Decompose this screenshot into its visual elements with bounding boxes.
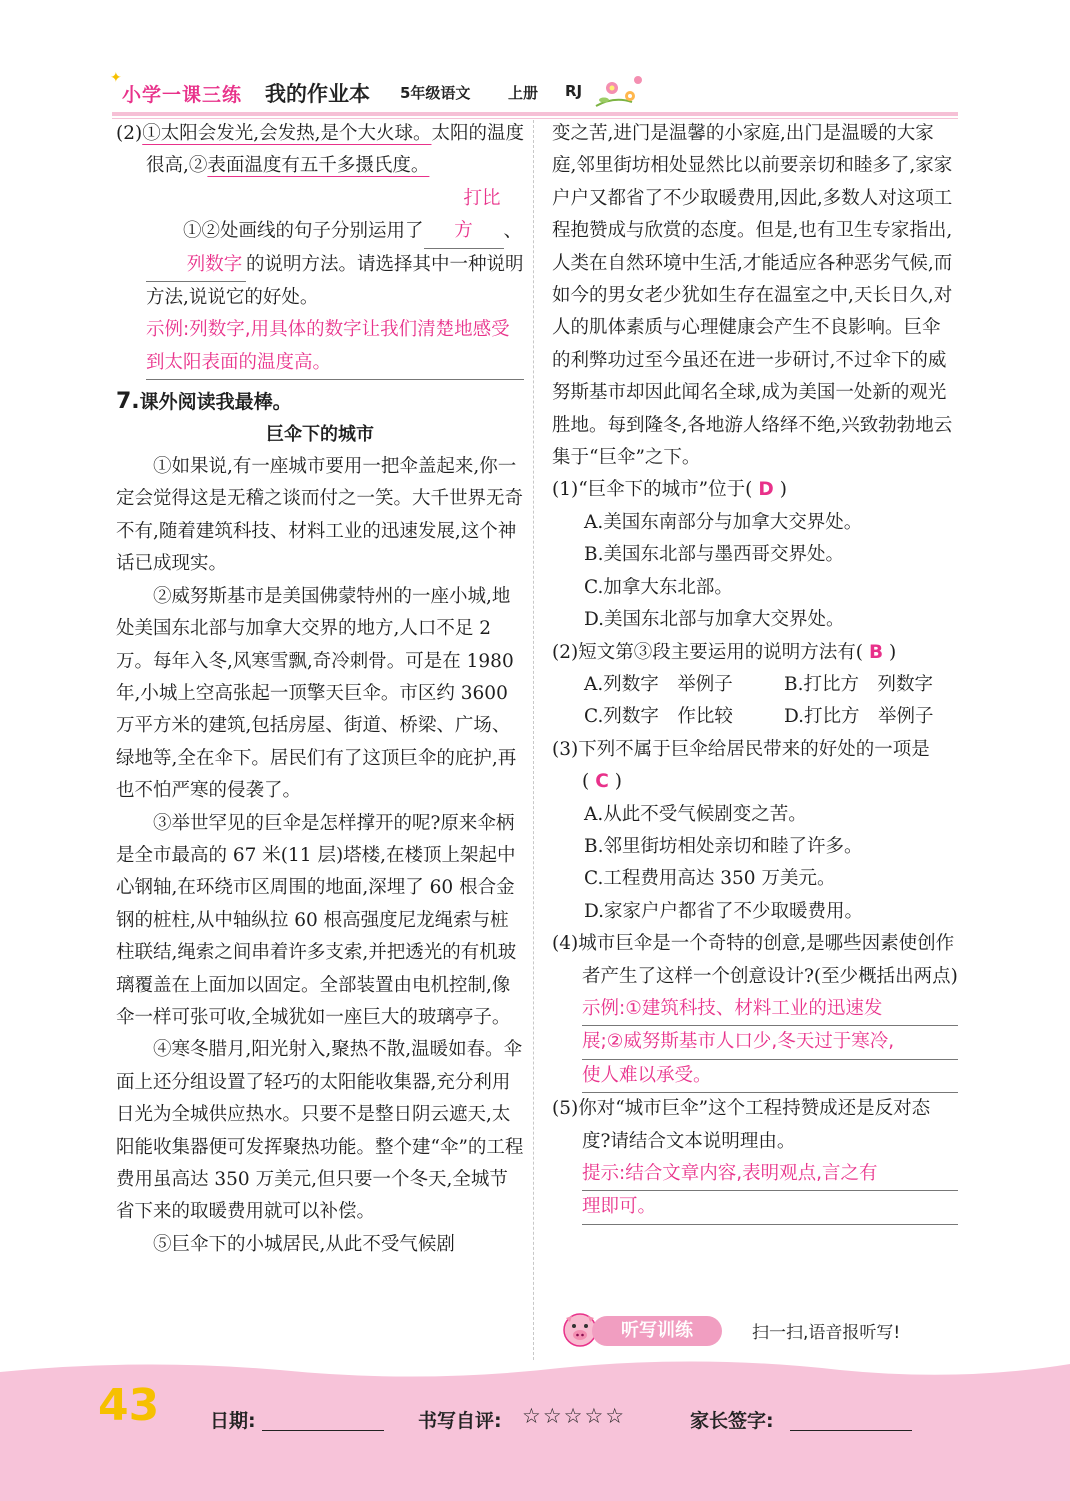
q3-option-b: B.邻里街坊相处亲切和睦了许多。: [584, 835, 863, 857]
page-header: [0, 0, 1070, 130]
edition-label: RJ: [565, 82, 583, 100]
underlined-sentence-1: ①太阳会发光,会发热,是个大火球。: [142, 123, 432, 144]
header-rule: [112, 112, 958, 116]
question-4: (4)城市巨伞是一个奇特的创意,是哪些因素使创作者产生了这样一个创意设计?(至少概括出两点): [552, 933, 958, 987]
q7-heading: [116, 386, 524, 418]
q2-option-c: C.列数字 作比较: [584, 706, 733, 728]
volume-label: 上册: [508, 84, 539, 102]
q5-answer-line-1: 提示:结合文章内容,表明观点,言之有: [582, 1158, 958, 1191]
q1-option-b: B.美国东北部与墨西哥交界处。: [584, 544, 844, 566]
date-label: 日期:: [210, 1410, 256, 1432]
brand-logo: [110, 70, 243, 107]
q3-stem: (3)下列不属于巨伞给居民带来的好处的一项是(: [552, 738, 930, 793]
page-number: 43: [98, 1380, 160, 1431]
question-1: [552, 474, 958, 506]
q1-stem-end: ): [779, 479, 787, 501]
q7-heading-text: 课外阅读我最棒。: [139, 391, 292, 414]
self-eval-label: 书写自评:: [418, 1410, 502, 1432]
parent-sign-field[interactable]: [790, 1430, 912, 1431]
q1-option-a: A.美国东南部分与加拿大交界处。: [584, 511, 863, 533]
q2-option-d: D.打比方 举例子: [784, 706, 934, 728]
page-footer: [0, 1350, 1070, 1501]
q5-answer-block: [552, 1158, 958, 1225]
q2-answer: B: [868, 641, 884, 663]
star-icon: ✦: [110, 70, 123, 86]
q1-stem: (1)“巨伞下的城市”位于(: [552, 479, 753, 501]
q6-2-prompt-1: ①②处画线的句子分别运用了: [183, 220, 424, 242]
grade-label: 5年级语文: [400, 84, 471, 102]
q6-2-sentence: (2)①太阳会发光,会发热,是个大火球。太阳的温度很高,②表面温度有五千多摄氏度。: [116, 123, 524, 177]
article-paragraph-3: ③举世罕见的巨伞是怎样撑开的呢?原来伞柄是全市最高的 67 米(11 层)塔楼,在楼顶上架起中心钢轴,在环绕市区周围的地面,深埋了 60 根合金钢的桩柱,从中轴纵拉 60 根高强度尼龙绳索与桩柱联结,绳索之间串着许多支索,并把透光的有机玻璃覆盖在上面加以固定。全部装置由电机控制,像伞一样可张可收,全城犹如一座巨大的玻璃亭子。: [116, 812, 517, 1028]
date-field[interactable]: [262, 1430, 384, 1431]
q6-2-sep: 、: [503, 220, 523, 242]
q1-answer: D: [758, 479, 774, 501]
question-3: [552, 734, 958, 799]
q3-option-d: D.家家户户都省了不少取暖费用。: [584, 900, 864, 922]
article-paragraph-5-start: ⑤巨伞下的小城居民,从此不受气候剧: [153, 1233, 455, 1255]
book-title: 我的作业本: [265, 82, 370, 106]
q5-answer-line-2: 理即可。: [582, 1191, 958, 1224]
q7-number: 7.: [116, 389, 140, 415]
q4-answer-block: [552, 993, 958, 1093]
q4-answer-line-2: 展;②威努斯基市人口少,冬天过于寒冷,: [582, 1026, 958, 1059]
dictation-badge[interactable]: 听写训练: [592, 1316, 722, 1346]
article-paragraph-5-continued: 变之苦,进门是温馨的小家庭,出门是温暖的大家庭,邻里街坊相处显然比以前要亲切和睦多了,家家户户又都省了不少取暖费用,因此,多数人对这项工程抱赞成与欣赏的态度。但是,也有卫生专家指出,人类在自然环境中生活,才能适应各种恶劣气候,而如今的男女老少犹如生存在温室之中,天长日久,对人的肌体素质与心理健康会产生不良影响。巨伞的利弊功过至今虽还在进一步研讨,不过伞下的威努斯基市却因此闻名全球,成为美国一处新的观光胜地。每到隆冬,各地游人络绎不绝,兴致勃勃地云集于“巨伞”之下。: [552, 123, 953, 469]
q6-2-prompt-2: 的说明方法。请选择其中一种说明方法,说说它的好处。: [146, 253, 524, 309]
q2-stem: (2)短文第③段主要运用的说明方法有(: [552, 641, 863, 663]
question-5: (5)你对“城市巨伞”这个工程持赞成还是反对态度?请结合文本说明理由。: [552, 1098, 931, 1152]
q6-2-prompt: [116, 183, 524, 315]
q1-option-d: D.美国东北部与加拿大交界处。: [584, 609, 845, 631]
flowers-icon: [592, 66, 652, 112]
left-column: [116, 118, 524, 1261]
right-column: [552, 118, 958, 1225]
q2-stem-end: ): [889, 641, 897, 663]
q2-option-a: A.列数字 举例子: [584, 673, 733, 695]
article-paragraph-2: ②威努斯基市是美国佛蒙特州的一座小城,地处美国东北部与加拿大交界的地方,人口不足 2 万。每年入冬,风寒雪飘,奇冷刺骨。可是在 1980 年,小城上空高张起一顶擎天巨伞。市区约 3600 万平方米的建筑,包括房屋、街道、桥梁、广场、绿地等,全在伞下。居民们有了这顶巨伞的庇护,再也不怕严寒的侵袭了。: [116, 585, 517, 802]
q6-2-answer: 示例:列数字,用具体的数字让我们清楚地感受到太阳表面的温度高。: [146, 314, 524, 380]
q1-option-c: C.加拿大东北部。: [584, 576, 733, 598]
q2-option-b: B.打比方 列数字: [784, 673, 933, 695]
answer-blank-2: 列数字: [146, 249, 246, 282]
underlined-sentence-2: 表面温度有五千多摄氏度。: [207, 155, 430, 177]
q4-answer-line-1: 示例:①建筑科技、材料工业的迅速发: [582, 993, 958, 1026]
dictation-hint: 扫一扫,语音报听写!: [752, 1323, 901, 1343]
column-divider: [533, 120, 534, 1360]
q3-option-c: C.工程费用高达 350 万美元。: [584, 868, 836, 890]
q4-answer-line-3: 使人难以承受。: [582, 1060, 958, 1093]
question-2: [552, 637, 958, 669]
q3-stem-end: ): [614, 771, 623, 793]
q2-options-row-2: [552, 701, 958, 733]
self-eval-stars[interactable]: ☆☆☆☆☆: [522, 1404, 627, 1428]
parent-sign-label: 家长签字:: [690, 1410, 774, 1432]
article-paragraph-4: ④寒冬腊月,阳光射入,聚热不散,温暖如春。伞面上还分组设置了轻巧的太阳能收集器,充分利用日光为全城供应热水。只要不是整日阴云遮天,太阳能收集器便可发挥聚热功能。整个建“伞”的工程费用虽高达 350 万美元,但只要一个冬天,全城节省下来的取暖费用就可以补偿。: [116, 1039, 524, 1223]
answer-blank-1: 打比方: [424, 183, 504, 249]
dictation-training[interactable]: [558, 1308, 948, 1352]
q3-option-a: A.从此不受气候剧变之苦。: [584, 803, 807, 825]
brand-text: 小学一课三练: [122, 84, 243, 106]
q6-2-answer-block: [116, 314, 524, 380]
article-title: 巨伞下的城市: [266, 423, 374, 445]
article-paragraph-1: ①如果说,有一座城市要用一把伞盖起来,你一定会觉得这是无稽之谈而付之一笑。大千世界无奇不有,随着建筑科技、材料工业的迅速发展,这个神话已成现实。: [116, 456, 524, 575]
q3-answer: C: [595, 771, 609, 793]
q2-options-row-1: [552, 669, 958, 701]
